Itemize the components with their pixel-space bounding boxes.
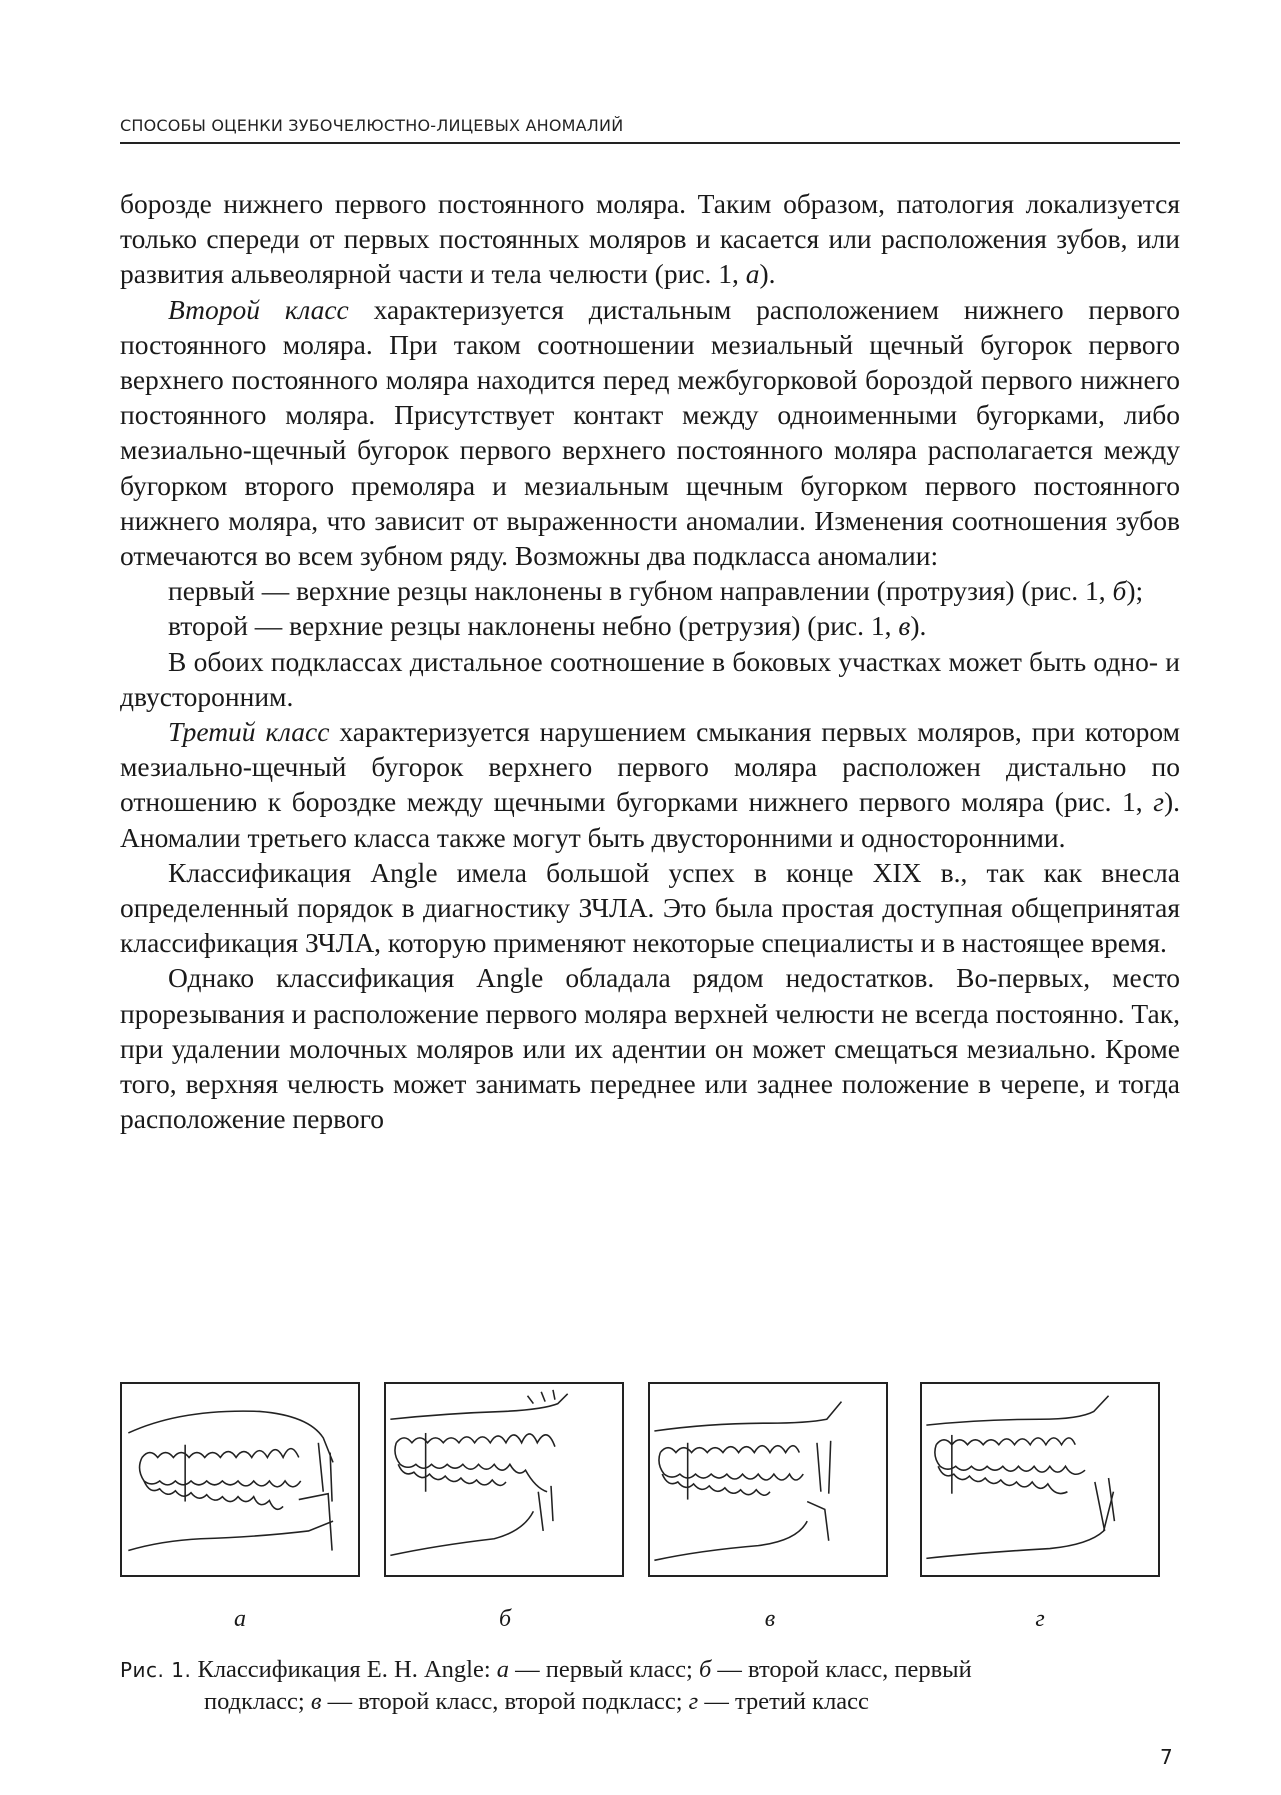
figure-panel-v: [648, 1382, 888, 1577]
header-rule: [120, 142, 1180, 144]
body-text: [120, 186, 1180, 1136]
paragraph: Классификация Angle имела большой успех в конце XIX в., так как внесла определенный порядок в диагностику ЗЧЛА. Это была простая доступная общепринятая классификация ЗЧЛА, которую применяют некоторые специалисты и в настоящее время.: [120, 856, 1180, 959]
figure-label-v: в: [764, 1606, 776, 1632]
figure-panels: [120, 1382, 1180, 1577]
figure-panel-g: [920, 1382, 1160, 1577]
paragraph: Второй класс характеризуется дистальным расположением нижнего первого постоянного моляра. При таком соотношении мезиальный щечный бугорок первого верхнего постоянного моляра находится перед межбугорковой бороздой первого нижнего постоянного моляра. Присутствует контакт между одноименными бугорками, либо мезиально-щечный бугорок первого верхнего постоянного моляра располагается между бугорком второго премоляра и мезиальным щечным бугорком первого постоянного нижнего моляра, что зависит от выраженности аномалии. Изменения соотношения зубов отмечаются во всем зубном ряду. Возможны два подкласса аномалии:: [120, 293, 1180, 572]
figure-panel-b: [384, 1382, 624, 1577]
figure-caption: Рис. 1. Классификация Е. Н. Angle: а — первый класс; б — второй класс, первый подкласс; в — второй класс, второй подкласс; г — третий класс: [120, 1656, 972, 1715]
dental-occlusion-illustration: [122, 1384, 358, 1575]
paragraph: Однако классификация Angle обладала рядом недостатков. Во-первых, место прорезывания и расположение первого моляра верхней челюсти не всегда постоянно. Так, при удалении молочных моляров или их адентии он может смещаться мезиально. Кроме того, верхняя челюсть может занимать переднее или заднее положение в черепе, и тогда расположение первого: [120, 962, 1180, 1135]
figure-label-b: б: [498, 1606, 512, 1632]
paragraph: борозде нижнего первого постоянного моляра. Таким образом, патология локализуется только спереди от первых постоянных моляров и касается или расположения зубов, или развития альвеолярной части и тела челюсти (рис. 1, а).: [120, 188, 1180, 290]
page-number: 7: [1160, 1745, 1173, 1769]
figure-panel-a: [120, 1382, 360, 1577]
paragraph: Третий класс характеризуется нарушением смыкания первых моляров, при котором мезиально-щечный бугорок верхнего первого моляра расположен дистально по отношению к бороздке между щечными бугорками нижнего первого моляра (рис. 1, г). Аномалии третьего класса также могут быть двусторонними и односторонними.: [120, 716, 1180, 853]
paragraph: второй — верхние резцы наклонены небно (ретрузия) (рис. 1, в).: [168, 610, 927, 642]
figure-label-g: г: [1035, 1606, 1045, 1632]
caption-lead: Рис. 1.: [120, 1658, 192, 1682]
dental-occlusion-illustration: [922, 1384, 1158, 1575]
figure-label-a: а: [234, 1606, 246, 1632]
paragraph: первый — верхние резцы наклонены в губном направлении (протрузия) (рис. 1, б);: [168, 575, 1144, 607]
running-title: СПОСОБЫ ОЦЕНКИ ЗУБОЧЕЛЮСТНО-ЛИЦЕВЫХ АНОМАЛИЙ: [120, 116, 624, 135]
dental-occlusion-illustration: [386, 1384, 622, 1575]
paragraph: В обоих подклассах дистальное соотношение в боковых участках может быть одно- и двусторонним.: [120, 645, 1180, 712]
dental-occlusion-illustration: [650, 1384, 886, 1575]
